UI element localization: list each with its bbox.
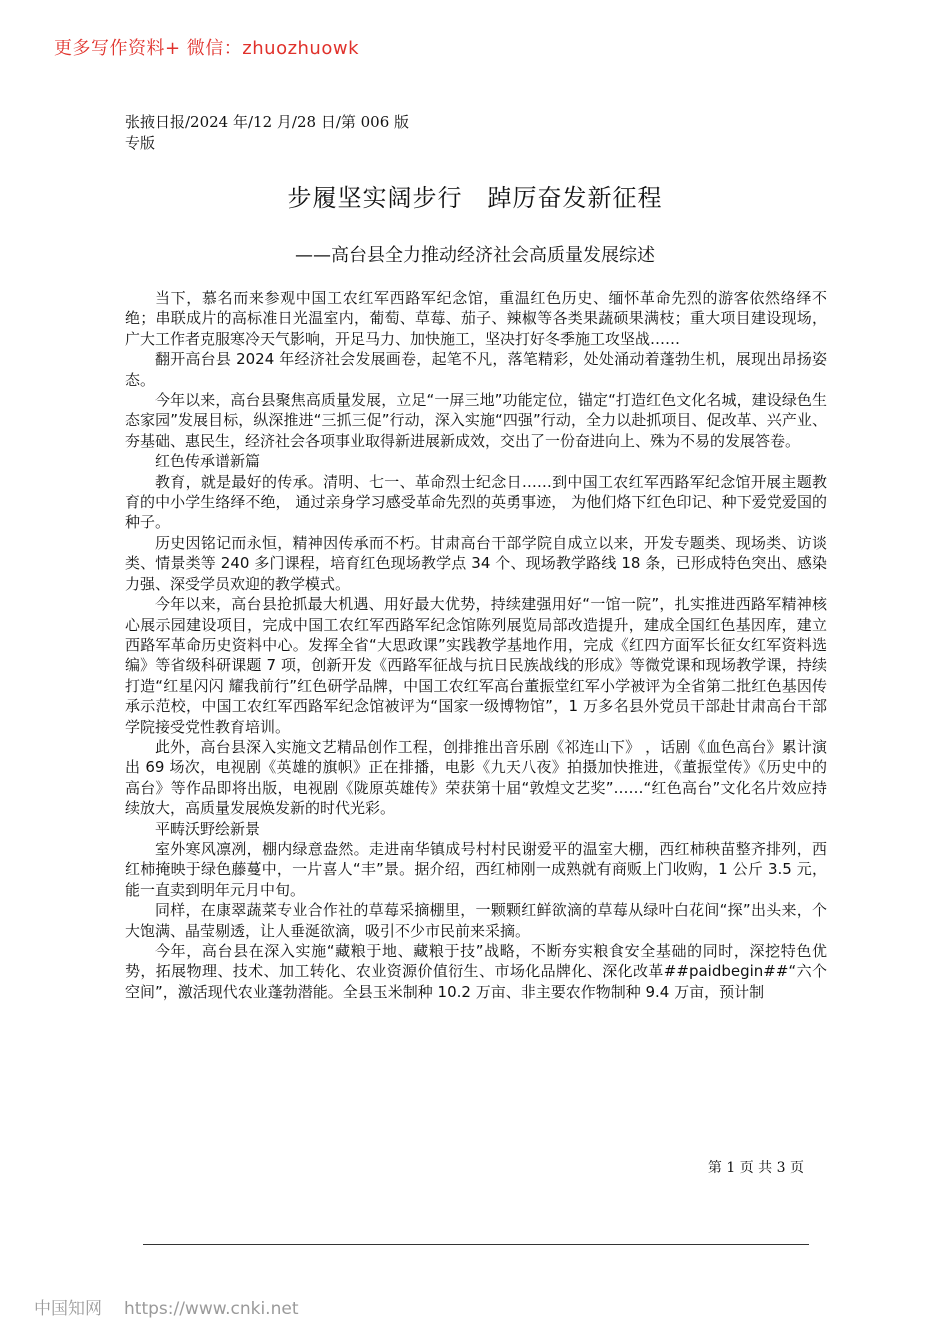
footer-divider [143, 1244, 809, 1245]
section-heading: 红色传承谱新篇 [155, 452, 261, 471]
watermark-brand: 中国知网 [34, 1299, 102, 1319]
paragraph: 今年以来，高台县抢抓最大机遇、用好最大优势，持续建强用好“一馆一院”，扎实推进西路军精神核心展示园建设项目，完成中国工农红军西路军纪念馆陈列展览局部改造提升，建成全国红色基因库，建立西路军革命历史资料中心。发挥全省“大思政课”实践教学基地作用，完成《红四方面军长征女红军资料选编》等省级科研课题 7 项，创新开发《西路军征战与抗日民族战线的形成》等微党课和现场教学课，持续打造“红星闪闪 耀我前行”红色研学品牌，中国工农红军高台董振堂红军小学被评为全省第二批红色基因传承示范校，中国工农红军西路军纪念馆被评为“国家一级博物馆”，1 万多名县外党员干部赴甘肃高台干部学院接受党性教育培训。 [125, 595, 827, 736]
source-line: 张掖日报/2024 年/12 月/28 日/第 006 版专版 [125, 113, 410, 152]
article-title: 步履坚实阔步行 踔厉奋发新征程 [287, 184, 663, 212]
paragraph: 翻开高台县 2024 年经济社会发展画卷，起笔不凡，落笔精彩，处处涌动着蓬勃生机，展现出昂扬姿态。 [125, 350, 827, 389]
article-subtitle: ——高台县全力推动经济社会高质量发展综述 [295, 245, 655, 266]
paragraph: 历史因铭记而永恒，精神因传承而不朽。甘肃高台干部学院自成立以来，开发专题类、现场类、访谈类、情景类等 240 多门课程，培育红色现场教学点 34 个、现场教学路线 18 条，已形成特色突出、感染力强、深受学员欢迎的教学模式。 [125, 533, 827, 593]
paragraph: 室外寒风凛冽，棚内绿意盎然。走进南华镇成号村村民谢爱平的温室大棚，西红柿秧苗整齐排列，西红柿掩映于绿色藤蔓中，一片喜人“丰”景。据介绍，西红柿刚一成熟就有商贩上门收购，1 公斤 3.5 元，能一直卖到明年元月中旬。 [125, 839, 827, 899]
paragraph: 今年以来，高台县聚焦高质量发展，立足“一屏三地”功能定位，锚定“打造红色文化名城，建设绿色生态家园”发展目标，纵深推进“三抓三促”行动，深入实施“四强”行动，全力以赴抓项目、促改革、兴产业、夯基础、惠民生，经济社会各项事业取得新进展新成效，交出了一份奋进向上、殊为不易的发展答卷。 [125, 391, 827, 450]
paragraph: 此外，高台县深入实施文艺精品创作工程，创排推出音乐剧《祁连山下》 ，话剧《血色高台》累计演出 69 场次，电视剧《英雄的旗帜》正在排播，电影《九天八夜》拍摄加快推进，《董振堂传》《历史中的高台》等作品即将出版，电视剧《陇原英雄传》荣获第十届“敦煌文艺奖”……“红色高台”文化名片效应持续放大，高质量发展焕发新的时代光彩。 [125, 737, 827, 818]
paragraph: 同样，在康翠蔬菜专业合作社的草莓采摘棚里，一颗颗红鲜欲滴的草莓从绿叶白花间“探”出头来，个大饱满、晶莹剔透，让人垂涎欲滴，吸引不少市民前来采摘。 [125, 901, 827, 940]
paragraph: 当下，慕名而来参观中国工农红军西路军纪念馆，重温红色历史、缅怀革命先烈的游客依然络绎不绝；串联成片的高标准日光温室内，葡萄、草莓、茄子、辣椒等各类果蔬硕果满枝；重大项目建设现场，广大工作者克服寒冷天气影响，开足马力、加快施工，坚决打好冬季施工攻坚战…… [125, 289, 827, 348]
watermark-url: https://www.cnki.net [124, 1299, 299, 1319]
article-body [125, 288, 827, 1002]
page-number: 第 1 页 共 3 页 [707, 1160, 804, 1176]
section-heading: 平畴沃野绘新景 [155, 819, 261, 838]
paragraph: 今年，高台县在深入实施“藏粮于地、藏粮于技”战略，不断夯实粮食安全基础的同时，深挖特色优势，拓展物理、技术、加工转化、农业资源价值衍生、市场化品牌化、深化改革##paidbegin##“六个空间”，激活现代农业蓬勃潜能。全县玉米制种 10.2 万亩、非主要农作物制种 9.4 万亩，预计制 [125, 942, 827, 1001]
watermark [34, 1294, 320, 1319]
paragraph: 教育，就是最好的传承。清明、七一、革命烈士纪念日……到中国工农红军西路军纪念馆开展主题教育的中小学生络绎不绝， 通过亲身学习感受革命先烈的英勇事迹， 为他们烙下红色印记、种下爱党爱国的种子。 [125, 472, 827, 532]
promo-banner: 更多写作资料+ 微信：zhuozhuowk [54, 38, 360, 59]
